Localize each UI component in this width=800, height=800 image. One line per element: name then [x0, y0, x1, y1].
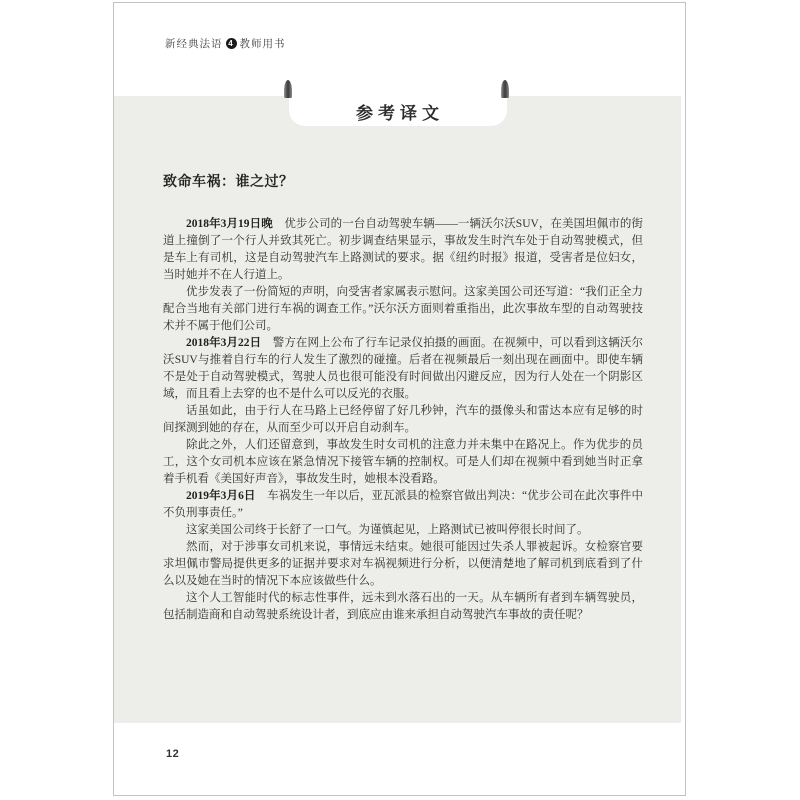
paragraph-text: 然而，对于涉事女司机来说，事情远未结束。她很可能因过失杀人罪被起诉。女检察官要求坦佩市警局提供更多的证据并要求对车祸视频进行分析，以便清楚地了解司机到底看到了什么以及她在当时的情况下本应该做些什么。	[163, 541, 643, 587]
section-tab	[289, 96, 507, 126]
volume-number: 4	[228, 39, 234, 48]
body-paragraph	[163, 437, 643, 488]
book-page	[113, 2, 686, 796]
volume-badge-icon	[226, 38, 237, 49]
paragraph-text: 优步发表了一份简短的声明，向受害者家属表示慰问。这家美国公司还写道：“我们正全力配合当地有关部门进行车祸的调查工作。”沃尔沃方面则着重指出，此次事故车型的自动驾驶技术并不属于他们公司。	[163, 286, 643, 332]
paragraph-text: 优步公司的一台自动驾驶车辆——一辆沃尔沃SUV，在美国坦佩市的街道上撞倒了一个行人并致其死亡。初步调查结果显示，事故发生时汽车处于自动驾驶模式，但是车上有司机，这是自动驾驶汽车上路测试的要求。据《纽约时报》报道，受害者是位妇女，当时她并不在人行道上。	[163, 218, 643, 281]
date-lead: 2018年3月19日晚	[186, 218, 273, 230]
article-title: 致命车祸：谁之过？	[163, 175, 294, 190]
body-paragraph	[163, 488, 643, 522]
section-title: 参考译文	[356, 103, 444, 123]
article-body	[163, 216, 643, 624]
paragraph-text: 除此之外，人们还留意到，事故发生时女司机的注意力并未集中在路况上。作为优步的员工，这个女司机本应该在紧急情况下接管车辆的控制权。可是人们却在视频中看到她当时正拿着手机看《美国好声音》，事故发生时，她根本没看路。	[163, 439, 643, 485]
paragraph-text: 话虽如此，由于行人在马路上已经停留了好几秒钟，汽车的摄像头和雷达本应有足够的时间探测到她的存在，从而至少可以开启自动刹车。	[163, 405, 643, 434]
body-paragraph	[163, 335, 643, 403]
date-lead: 2019年3月6日	[186, 490, 256, 502]
body-paragraph	[163, 284, 643, 335]
body-paragraph	[163, 403, 643, 437]
body-paragraph	[163, 216, 643, 284]
pin-icon	[284, 80, 292, 98]
book-series-title: 新经典法语	[165, 38, 223, 50]
date-lead: 2018年3月22日	[186, 337, 262, 349]
body-paragraph	[163, 590, 643, 624]
book-header	[165, 36, 286, 51]
paragraph-text: 车祸发生一年以后，亚瓦派县的检察官做出判决：“优步公司在此次事件中不负刑事责任。”	[163, 490, 644, 519]
paragraph-text: 这家美国公司终于长舒了一口气。为谨慎起见，上路测试已被叫停很长时间了。	[186, 524, 589, 536]
pin-icon	[501, 80, 509, 98]
page-number: 12	[166, 748, 180, 760]
paragraph-text: 警方在网上公布了行车记录仪拍摄的画面。在视频中，可以看到这辆沃尔沃SUV与推着自行车的行人发生了激烈的碰撞。后者在视频最后一刻出现在画面中。即使车辆不是处于自动驾驶模式，驾驶人员也很可能没有时间做出闪避反应，因为行人处在一个阴影区域，而且看上去穿的也不是什么可以反光的衣服。	[163, 337, 643, 400]
paragraph-text: 这个人工智能时代的标志性事件，远未到水落石出的一天。从车辆所有者到车辆驾驶员，包括制造商和自动驾驶系统设计者，到底应由谁来承担自动驾驶汽车事故的责任呢？	[163, 592, 643, 621]
book-subtitle: 教师用书	[239, 38, 286, 50]
body-paragraph	[163, 539, 643, 590]
body-paragraph	[163, 522, 643, 539]
